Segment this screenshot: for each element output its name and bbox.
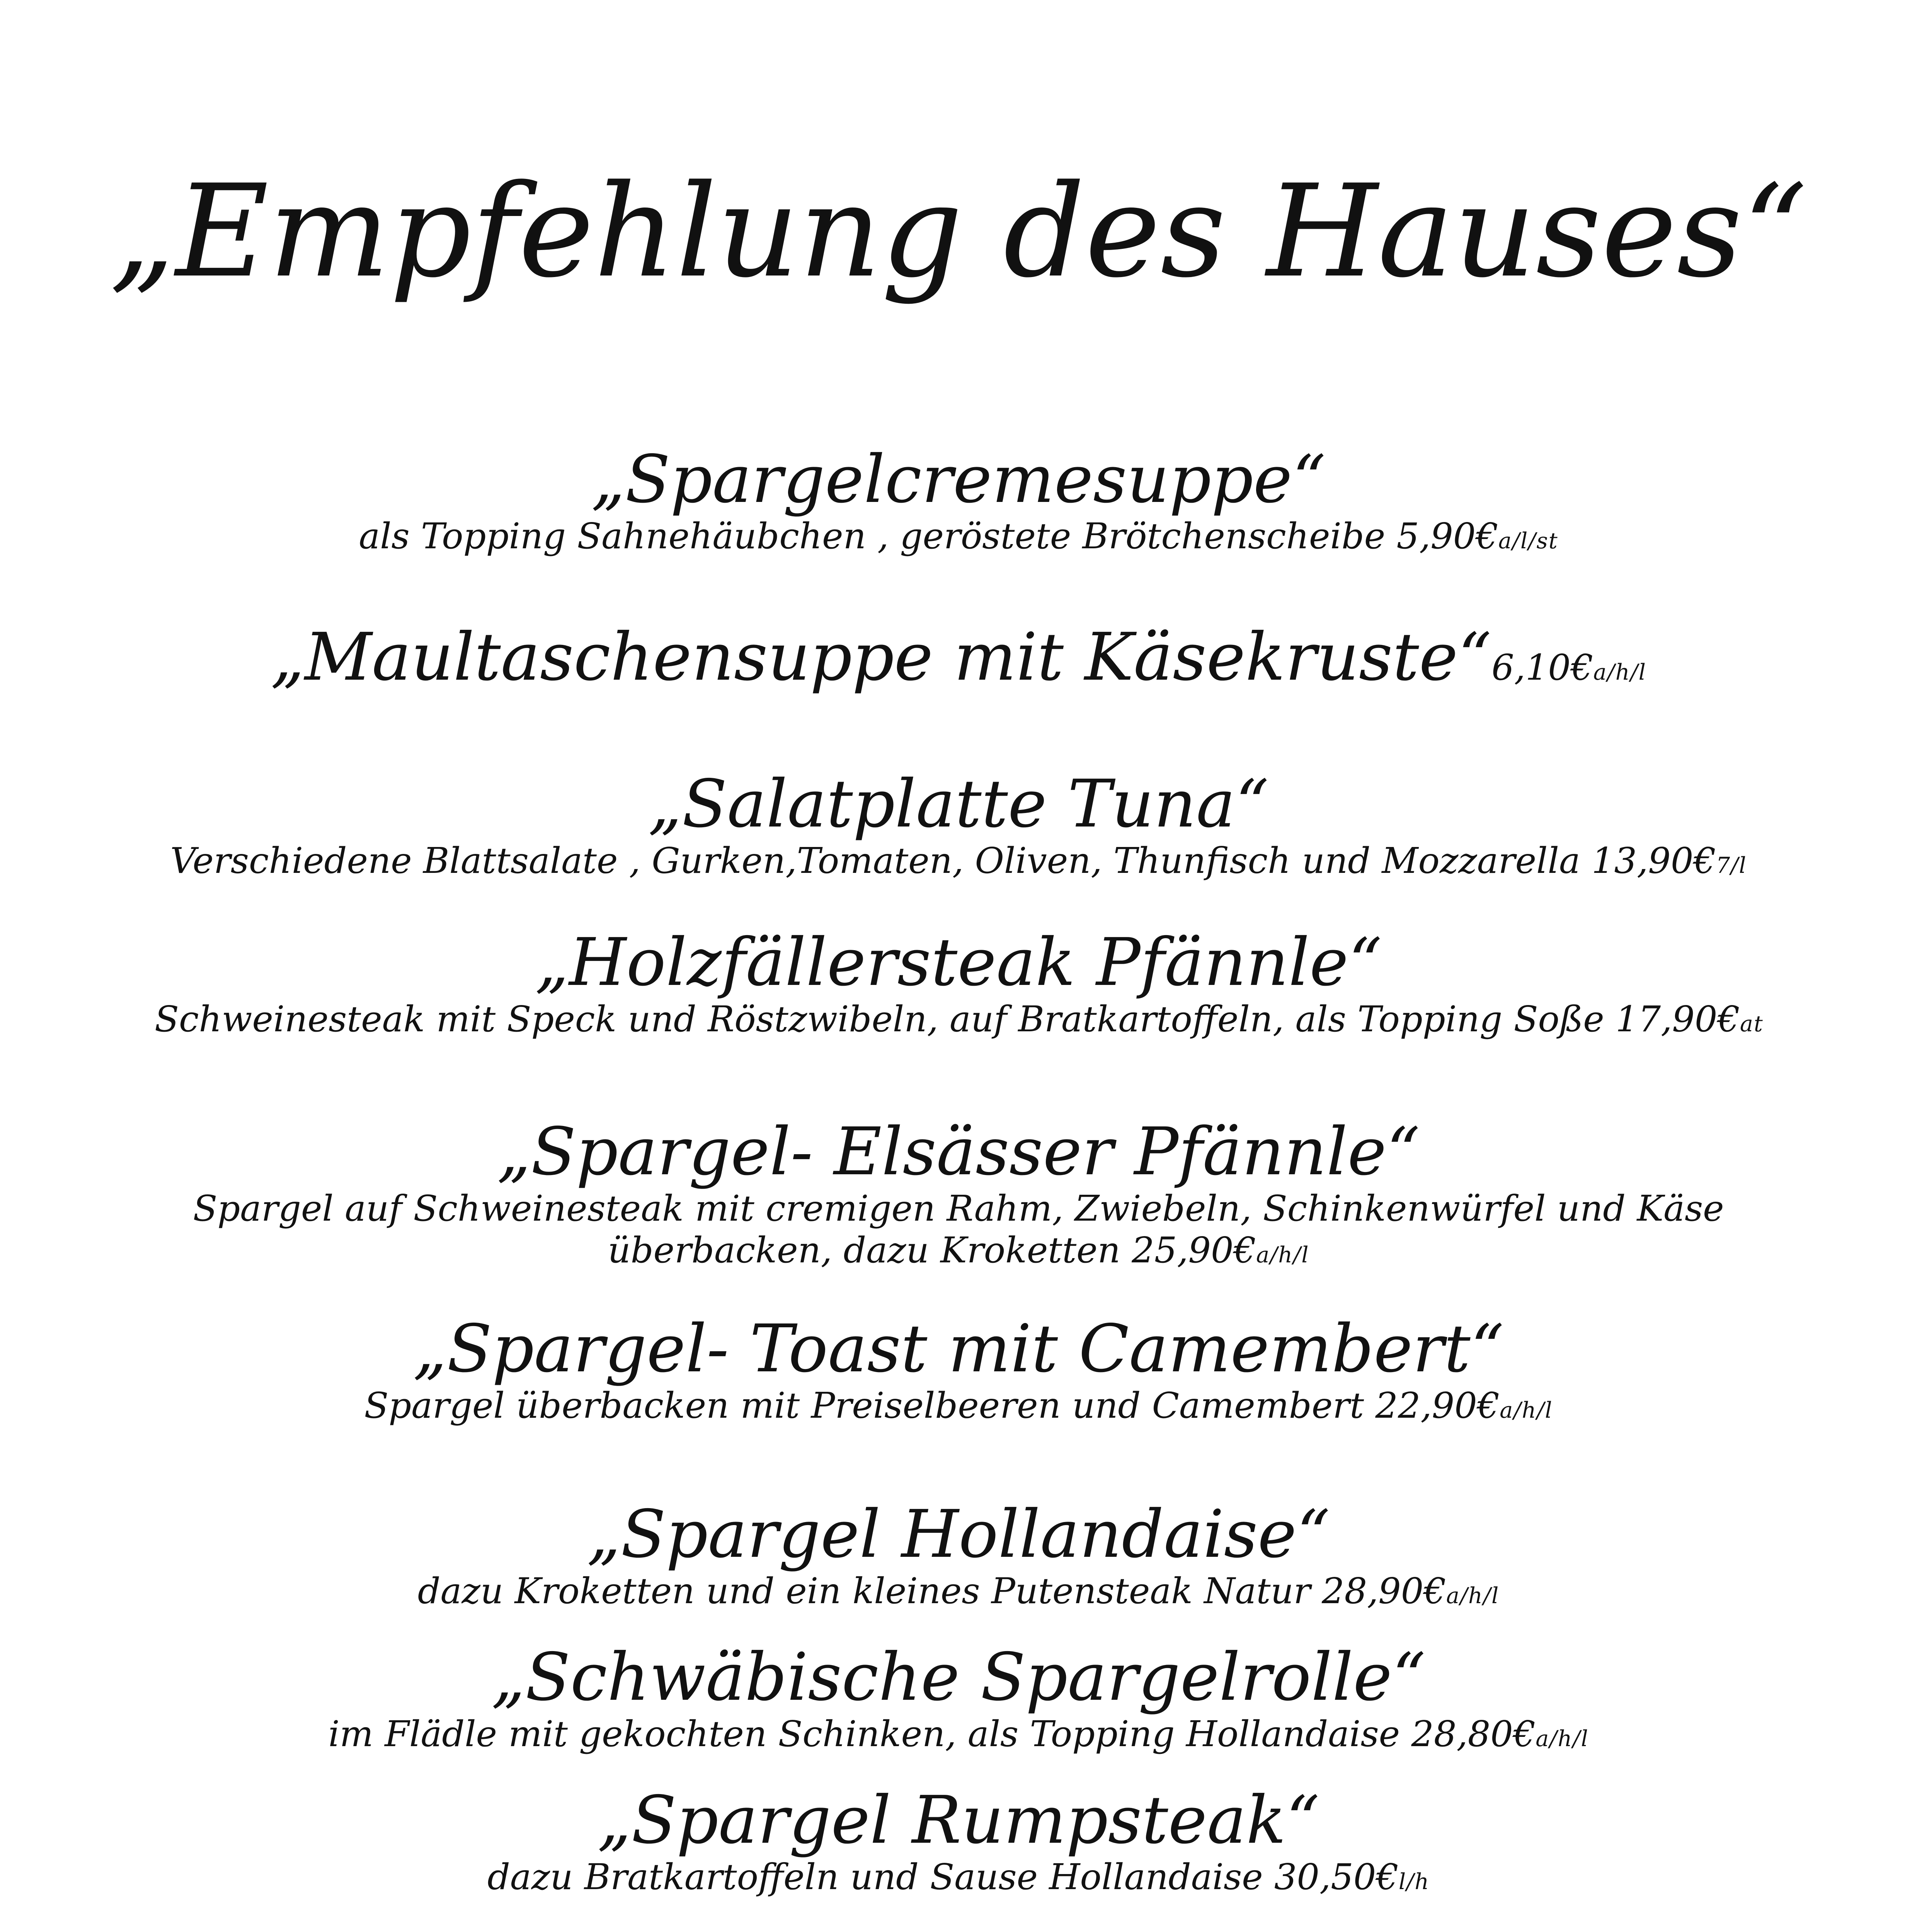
allergen-codes: a/h/l <box>1500 1397 1553 1423</box>
item-name: „Schwäbische Spargelrolle“ <box>491 1639 1426 1716</box>
allergen-codes: a/l/st <box>1498 528 1558 554</box>
menu-item-salatplatte <box>155 766 1762 882</box>
item-description <box>155 998 1762 1041</box>
allergen-codes: at <box>1740 1011 1764 1037</box>
allergen-codes: a/h/l <box>1446 1583 1500 1609</box>
allergen-codes: a/h/l <box>1593 660 1646 685</box>
item-description <box>155 1188 1762 1272</box>
item-name: „Maultaschensuppe mit Käsekruste“ <box>271 619 1492 696</box>
allergen-codes: a/h/l <box>1536 1726 1589 1752</box>
item-description-text: Spargel auf Schweinesteak mit cremigen Rahm, Zwiebeln, Schinkenwürfel und Käse überbacken, dazu Kroketten 25,90€ <box>193 1187 1724 1271</box>
item-description-text: Verschiedene Blattsalate , Gurken,Tomaten, Oliven, Thunfisch und Mozzarella 13,90€ <box>170 840 1716 881</box>
item-name: „Spargel Hollandaise“ <box>587 1496 1330 1573</box>
item-name: „Spargel- Elsässer Pfännle“ <box>497 1114 1420 1190</box>
item-description <box>155 515 1762 558</box>
menu-item-spargel-hollandaise <box>155 1496 1762 1612</box>
item-description-text: als Topping Sahnehäubchen , geröstete Brötchenscheibe 5,90€ <box>359 515 1498 557</box>
item-description-text: dazu Kroketten und ein kleines Putensteak Natur 28,90€ <box>417 1570 1446 1612</box>
item-description <box>1491 647 1646 688</box>
item-description-text: Spargel überbacken mit Preiselbeeren und Camembert 22,90€ <box>364 1384 1500 1426</box>
menu-item-spargelcremesuppe <box>155 441 1762 557</box>
item-name: „Holzfällersteak Pfännle“ <box>535 924 1382 1001</box>
item-description <box>155 1856 1762 1898</box>
item-description-text: 6,10€ <box>1491 647 1594 688</box>
item-description <box>155 1385 1762 1427</box>
item-description-text: im Flädle mit gekochten Schinken, als Topping Hollandaise 28,80€ <box>328 1713 1536 1755</box>
menu-title: „Empfehlung des Hauses“ <box>109 157 1808 306</box>
item-description-text: dazu Bratkartoffeln und Sause Hollandaise 30,50€ <box>487 1856 1399 1898</box>
menu-item-maultaschensuppe <box>155 619 1762 696</box>
menu-item-spargel-toast <box>155 1311 1762 1427</box>
item-description <box>155 1713 1762 1755</box>
item-name: „Spargel Rumpsteak“ <box>597 1782 1320 1859</box>
item-description-text: Schweinesteak mit Speck und Röstzwibeln, auf Bratkartoffeln, als Topping Soße 17,90€ <box>155 998 1740 1040</box>
item-name: „Spargel- Toast mit Camembert“ <box>413 1311 1504 1387</box>
menu-item-holzfaellersteak <box>155 924 1764 1040</box>
menu-item-spargel-rumpsteak <box>155 1782 1762 1898</box>
item-name: „Spargelcremesuppe“ <box>591 441 1326 518</box>
item-description <box>155 840 1762 882</box>
item-description <box>155 1570 1762 1612</box>
item-name: „Salatplatte Tuna“ <box>648 766 1269 842</box>
menu-item-elsaesser-pfaennle <box>155 1114 1762 1272</box>
allergen-codes: 7/l <box>1716 852 1747 878</box>
allergen-codes: l/h <box>1398 1869 1430 1895</box>
allergen-codes: a/h/l <box>1256 1242 1309 1268</box>
menu-item-spargelrolle <box>155 1639 1762 1755</box>
